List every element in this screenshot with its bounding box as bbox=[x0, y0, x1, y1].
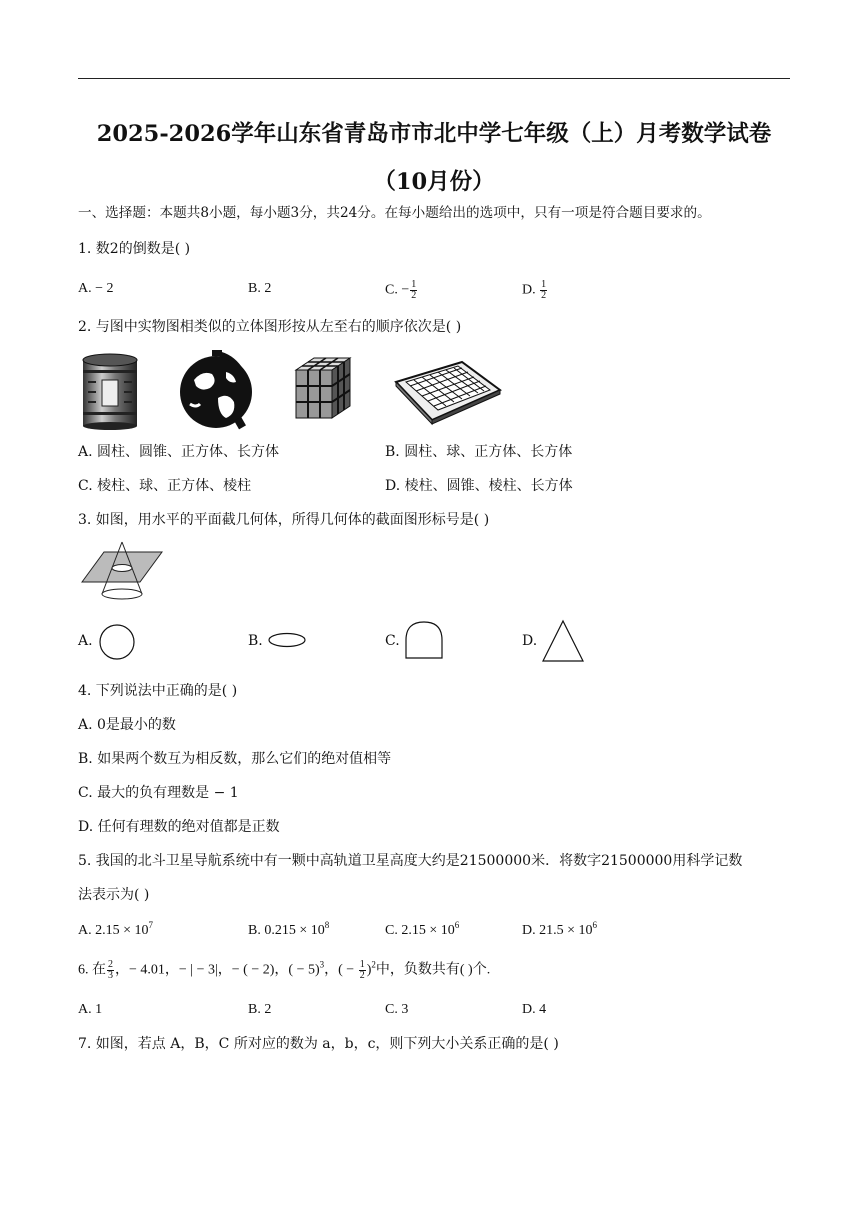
tea-can-image bbox=[80, 352, 140, 430]
globe-image bbox=[176, 350, 256, 432]
q1-option-a: A. − 2 bbox=[78, 281, 114, 296]
fraction-numerator: 1 bbox=[541, 279, 547, 290]
fraction-numerator: 1 bbox=[411, 279, 417, 290]
q3-option-a-label: A. bbox=[78, 633, 93, 649]
q6-text-4: ) bbox=[366, 962, 372, 978]
q6-option-a: A. 1 bbox=[78, 1002, 103, 1017]
page-title: 2025-2026学年山东省青岛市市北中学七年级（上）月考数学试卷（10月份） bbox=[96, 121, 772, 195]
q4-option-d: D. 任何有理数的绝对值都是正数 bbox=[78, 819, 280, 835]
question-1-stem: 1. 数2的倒数是( ) bbox=[78, 241, 191, 257]
q5-option-a bbox=[78, 922, 153, 940]
option-base: B. 0.215 × 10 bbox=[248, 923, 325, 938]
option-base: A. 2.15 × 10 bbox=[78, 923, 149, 938]
q6-text-2: ，− 4.01，− | − 3|，− ( − 2)，( − 5) bbox=[115, 962, 320, 978]
arch-shape bbox=[402, 618, 446, 662]
q2-option-d: D. 棱柱、圆锥、棱柱、长方体 bbox=[385, 478, 573, 494]
question-2-stem: 2. 与图中实物图相类似的立体图形按从左至右的顺序依次是( ) bbox=[78, 319, 462, 335]
q2-option-b: B. 圆柱、球、正方体、长方体 bbox=[385, 444, 573, 460]
ellipse-shape bbox=[266, 630, 308, 650]
q5-option-c bbox=[385, 922, 459, 940]
q2-option-c: C. 棱柱、球、正方体、棱柱 bbox=[78, 478, 252, 494]
fraction-numerator: 2 bbox=[108, 959, 113, 970]
q3-option-d-label: D. bbox=[522, 633, 538, 649]
q1-option-c-label: C. − bbox=[385, 282, 410, 298]
fraction-denominator: 2 bbox=[359, 970, 365, 981]
option-exponent: 7 bbox=[148, 920, 154, 930]
q4-option-c: C. 最大的负有理数是 − 1 bbox=[78, 785, 239, 801]
option-exponent: 6 bbox=[454, 920, 460, 930]
question-3-stem: 3. 如图，用水平的平面截几何体，所得几何体的截面图形标号是( ) bbox=[78, 512, 490, 528]
q6-exponent-2: 2 bbox=[371, 959, 376, 970]
circle-shape bbox=[97, 622, 137, 662]
q6-option-c: C. 3 bbox=[385, 1002, 409, 1017]
q1-option-d bbox=[522, 280, 548, 301]
triangle-shape bbox=[540, 618, 586, 664]
q6-text-1: 6. 在 bbox=[78, 962, 106, 978]
q1-option-d-fraction bbox=[540, 280, 547, 301]
q4-option-b: B. 如果两个数互为相反数，那么它们的绝对值相等 bbox=[78, 751, 392, 767]
q6-exponent-1: 3 bbox=[319, 959, 325, 970]
question-5-stem-line2: 法表示为( ) bbox=[78, 887, 150, 903]
q6-text-3: ，( − bbox=[324, 962, 358, 978]
q5-option-d bbox=[522, 922, 597, 940]
cone-with-plane-figure bbox=[80, 540, 164, 602]
option-base: D. 21.5 × 10 bbox=[522, 923, 593, 938]
question-4-stem: 4. 下列说法中正确的是( ) bbox=[78, 683, 238, 699]
header-rule bbox=[78, 78, 790, 79]
q4-option-a: A. 0是最小的数 bbox=[78, 717, 176, 733]
section-heading: 一、选择题：本题共8小题，每小题3分，共24分。在每小题给出的选项中，只有一项是符合题目要求的。 bbox=[78, 205, 711, 221]
fraction-denominator: 2 bbox=[411, 290, 417, 301]
rubiks-cube-image bbox=[292, 356, 354, 422]
option-exponent: 8 bbox=[324, 920, 330, 930]
option-base: C. 2.15 × 10 bbox=[385, 923, 455, 938]
q3-option-b-label: B. bbox=[248, 633, 263, 649]
q6-fraction-1 bbox=[107, 960, 114, 981]
q3-option-c-label: C. bbox=[385, 633, 400, 649]
question-7-stem: 7. 如图，若点 A，B，C 所对应的数为 a，b，c，则下列大小关系正确的是( ) bbox=[78, 1036, 559, 1052]
game-board-image bbox=[392, 360, 504, 426]
q5-option-b bbox=[248, 922, 329, 940]
fraction-denominator: 3 bbox=[108, 970, 113, 981]
q6-text-5: 中，负数共有( )个. bbox=[375, 962, 491, 978]
option-exponent: 6 bbox=[592, 920, 598, 930]
q1-option-c bbox=[385, 280, 418, 301]
q1-option-c-fraction bbox=[410, 280, 417, 301]
q6-option-b: B. 2 bbox=[248, 1002, 272, 1017]
q6-option-d: D. 4 bbox=[522, 1002, 547, 1017]
fraction-numerator: 1 bbox=[359, 959, 365, 970]
question-6-stem bbox=[78, 960, 490, 981]
q6-fraction-2 bbox=[359, 960, 366, 981]
fraction-denominator: 2 bbox=[541, 290, 547, 301]
q2-option-a: A. 圆柱、圆锥、正方体、长方体 bbox=[78, 444, 280, 460]
question-5-stem-line1: 5. 我国的北斗卫星导航系统中有一颗中高轨道卫星高度大约是21500000米．将数字21500000用科学记数 bbox=[78, 853, 743, 869]
q1-option-b: B. 2 bbox=[248, 281, 272, 296]
q1-option-d-label: D. bbox=[522, 282, 540, 298]
